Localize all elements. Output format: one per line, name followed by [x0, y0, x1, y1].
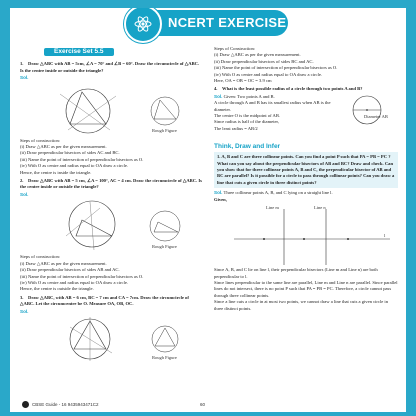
q2-step-3: (iii) Name the point of intersection of perpendicular bisectors as O. — [20, 273, 144, 279]
solution-label: Sol. — [20, 75, 29, 81]
publisher-logo-icon — [22, 401, 29, 408]
line-l-label: l — [384, 233, 386, 239]
solution-label-4: Sol. — [214, 93, 223, 99]
parallel-bisectors-diagram — [214, 203, 398, 267]
page — [10, 8, 406, 412]
steps-heading-1: Steps of construction: — [20, 137, 61, 143]
atom-icon — [124, 8, 162, 43]
line-m-label: Line m — [266, 205, 279, 211]
diameter-figure — [338, 94, 396, 126]
q3-step-4: (iv) With O as centre and radius equal to OA draw a circle. — [214, 71, 323, 77]
question-4: 4. What is the least possible radius of a circle through two points A and B? — [214, 86, 363, 92]
q3-result: Here, OA = OB = OC = 3.9 cm — [214, 78, 272, 84]
page-number: 60 — [200, 402, 206, 407]
exercise-set-heading: Exercise Set 5.5 — [44, 48, 114, 56]
q2-step-2: (ii) Draw perpendicular bisectors of sides AB and AC. — [20, 267, 120, 273]
diameter-label: Diameter AB — [364, 113, 388, 119]
rough-figure-caption-1: Rough Figure — [152, 127, 177, 133]
rough-figure-caption-2: Rough Figure — [152, 244, 177, 250]
steps-heading-3: Steps of Construction: — [214, 46, 256, 51]
banner — [128, 10, 288, 36]
footer-brand: CBSE Guide - 16 9435943471C2 — [32, 402, 99, 407]
q1-step-3: (iii) Name the point of intersection of perpendicular bisectors as O. — [20, 156, 144, 162]
given-label: Given, — [214, 196, 227, 202]
figure-2 — [20, 200, 202, 252]
solution-label-2: Sol. — [20, 191, 29, 197]
solution-label-3: Sol. — [20, 308, 29, 314]
footer — [10, 398, 406, 412]
think-sol-2: Since lines perpendicular to the same line are parallel, Line m and Line n are parallel. Since parallel lines do not intersect, there is no point P such that PA = PB = PC. Therefore, a circle cannot pass through three collinear points. — [214, 279, 398, 298]
q1-step-4: (iv) With O as centre and radius equal to OA draw a circle. — [20, 163, 129, 169]
figure-3 — [20, 317, 202, 369]
q2-step-4: (iv) With O as centre and radius equal to OA draw a circle. — [20, 279, 129, 285]
think-sol-3: Since a line cuts a circle in at most two points, we cannot draw a line that cuts a given circle in three distinct points. — [214, 299, 388, 311]
steps-heading-2: Steps of construction: — [20, 254, 61, 260]
question-3: 3. Draw △ABC, with AB = 6 cm, BC = 7 cm and CA = 7cm. Draw the circumcircle of △ABC. Let the circumcentre be O. Measure OA, OB, OC. — [20, 294, 189, 307]
question-1: 1. Draw △ABC with AB = 5cm, ∠A = 70° and ∠B = 60°. Draw the circumcircle of △ABC. Is the centre inside or outside the triangle? — [20, 61, 200, 73]
q2-conclusion: Hence, the centre is outside the triangle. — [20, 286, 94, 292]
q3-step-3: (iii) Name the point of intersection of perpendicular bisectors as O. — [214, 65, 338, 71]
think-question: 1. A, B and C are three collinear points. Can you find a point P such that PA = PB = PC ? What can you say about the perpendicular bisectors of AB and BC? Draw and check. Can you show that for three collinear points A, B and C, the perpendicular bisector of AB and BC are parallel? Is it possible for a circle to pass through collinear points? Can you draw a line that cuts a given circle in three distinct points? — [214, 152, 398, 188]
q3-step-1: (i) Draw △ABC as per the given measurement. — [214, 52, 301, 58]
think-sol-1: Since A, B, and C lie on line l, their perpendicular bisectors (Line m and Line n) are both perpendicular to l. — [214, 267, 378, 279]
q1-step-1: (i) Draw △ABC as per the given measurement. — [20, 144, 107, 150]
solution-label-5: Sol. — [214, 190, 223, 196]
q2-step-1: (i) Draw △ABC as per the given measurement. — [20, 260, 107, 266]
question-2: 2. Draw △ABC with AB = 5 cm, ∠A = 100°, AC = 4 cm. Draw the circumcircle of △ABC. Is the centre inside or outside the triangle? — [20, 178, 202, 190]
q1-step-2: (ii) Draw perpendicular bisectors of sides AC and BC. — [20, 150, 120, 156]
q1-conclusion: Hence, the centre is inside the triangle. — [20, 169, 92, 175]
think-draw-infer-heading: Think, Draw and Infer — [214, 142, 281, 150]
right-column: Steps of Construction: (i) Draw △ABC as per the given measurement. (ii) Draw perpendicular bisectors of sides BC and AC. (iii) Name the point of intersection of perpendicular bisectors as O. (iv) With O as centre and radius equal to OA draw a circle. Here, OA = OB = OC = 3.9 cm 4. What is the least possible radius of a circle through two points A and B? Sol. Given: Two points A and B. A circle through A and B has its smallest radius when AB is the diameter. The centre O is the midpoint of AB. Since radius is half of the diameter, The least radius = AB/2 Diameter AB Think, Draw and Infer 1. A, B and C are three collinear points. Can you find a point P such that PA = PB = PC ? What can you say about the perpendicular bisectors of AB and BC? Draw and check. Can you show that for three collinear points A, B and C, the perpendicular bisector of AB and BC are parallel? Is it possible for a circle to pass through collinear points? Can you draw a line that cuts a given circle in three distinct points? Sol. Three collinear points A, B, and C lying on a straight line l. Given, Line m Line n l Since A, B, and C lie on line l, their perpendicular bisectors (Line m and Line n) are both perpendicular to l. Since lines perpendicular to the same line are parallel, Line m and Line n are parallel. Since parallel lines do not intersect, there is no point P such that PA = PB = PC. Therefore, a circle cannot pass through three collinear points. Since a line cuts a circle in at most two points, we cannot draw a line that cuts a given circle in three distinct points. — [214, 46, 398, 311]
banner-title: NCERT EXERCISE — [168, 15, 287, 30]
collinear-figure — [214, 203, 398, 267]
rough-figure-caption-3: Rough Figure — [152, 354, 177, 360]
line-n-label: Line n — [314, 205, 326, 211]
q3-step-2: (ii) Draw perpendicular bisectors of sides BC and AC. — [214, 58, 314, 64]
left-column — [20, 42, 202, 371]
figure-1 — [20, 84, 202, 136]
q4-solution: Sol. Given: Two points A and B. A circle through A and B has its smallest radius when AB is the diameter. The centre O is the midpoint of AB. Since radius is half of the diameter, The least radius = AB/2 Diameter AB — [214, 94, 398, 140]
